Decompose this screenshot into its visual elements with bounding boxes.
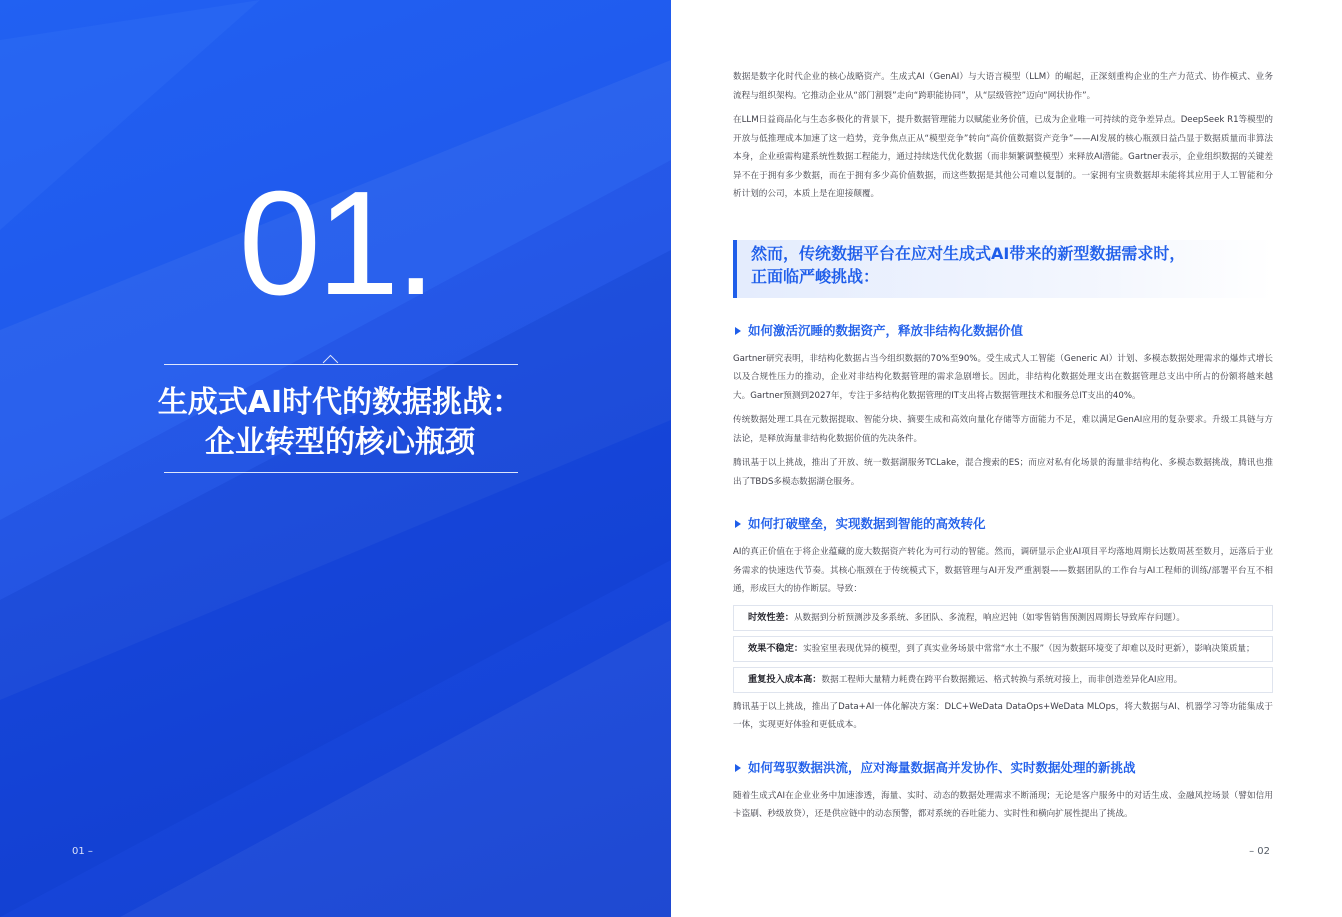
title-divider-top [164,364,518,365]
issue-text: 从数据到分析预测涉及多系统、多团队、多流程，响应迟钝（如零售销售预测因周期长导致库存问题）。 [793,612,1185,623]
issue-term: 时效性差： [748,611,794,623]
section-heading-text: 如何驾驭数据洪流，应对海量数据高并发协作、实时数据处理的新挑战 [748,759,1136,775]
issue-box-instability [733,636,1273,662]
section1-paragraph-1: Gartner研究表明，非结构化数据占当今组织数据的70%至90%。受生成式人工智能（Generic AI）计划、多模态数据处理需求的爆炸式增长以及合规性压力的推动，企业对非结构化数据管理的需求急剧增长。因此，非结构化数据处理支出在数据管理总支出中所占的份额将越来越大。Gartner预测到2027年，专注于多结构化数据管理的IT支出将占数据管理技术和服务总IT支出的40%。 [733,353,1273,401]
section1-paragraph-3: 腾讯基于以上挑战，推出了开放、统一数据湖服务TCLake，混合搜索的ES；而应对私有化场景的海量非结构化、多模态数据挑战，腾讯也推出了TBDS多模态数据湖仓服务。 [733,458,1273,487]
triangle-bullet-icon [735,327,741,335]
issue-text: 实验室里表现优异的模型，到了真实业务场景中常常“水土不服”（因为数据环境变了却难以及时更新），影响决策质量； [803,643,1255,654]
title-divider-bottom [164,472,518,473]
chapter-number: 01. [238,161,433,326]
intro-paragraph-1: 数据是数字化时代企业的核心战略资产。生成式AI（GenAI）与大语言模型（LLM）的崛起，正深刻重构企业的生产力范式、协作模式、业务流程与组织架构。它推动企业从“部门割裂”走向“跨职能协同”，从“层级管控”迈向“网状协作”。 [733,72,1273,101]
triangle-bullet-icon [735,520,741,528]
section2-paragraph: AI的真正价值在于将企业蕴藏的庞大数据资产转化为可行动的智能。然而，调研显示企业AI项目平均落地周期长达数周甚至数月，远落后于业务需求的快速迭代节奏。其核心瓶颈在于传统模式下，数据管理与AI开发严重割裂——数据团队的工作台与AI工程师的训练/部署平台互不相通，形成巨大的协作断层。导致： [733,547,1273,594]
issue-term: 效果不稳定： [748,642,804,654]
chapter-title-line2: 企业转型的核心瓶颈 [205,425,475,460]
callout-line-1: 然而，传统数据平台在应对生成式AI带来的新型数据需求时， [751,243,1186,263]
challenge-callout [733,240,1273,298]
content-column [733,68,1273,830]
section-heading-data-flood [733,759,1273,777]
issue-term: 重复投入成本高： [748,673,822,685]
section-heading-unstructured-data [733,322,1273,340]
section-heading-text: 如何打破壁垒，实现数据到智能的高效转化 [748,516,986,531]
section1-paragraph-2: 传统数据处理工具在元数据提取、智能分块、摘要生成和高效向量化存储等方面能力不足，难以满足GenAI应用的复杂要求。升级工具链与方法论，是释放海量非结构化数据价值的先决条件。 [733,415,1273,444]
section-heading-data-to-intelligence [733,515,1273,533]
section3-paragraph: 随着生成式AI在企业业务中加速渗透，海量、实时、动态的数据处理需求不断涌现；无论是客户服务中的对话生成、金融风控场景（譬如信用卡盗刷、秒级放贷），还是供应链中的动态预警，都对系统的吞吐能力、实时性和横向扩展性提出了挑战。 [733,790,1273,819]
intro-paragraph-2: 在LLM日益商品化与生态多极化的背景下，提升数据管理能力以赋能业务价值，已成为企业唯一可持续的竞争差异点。DeepSeek R1等模型的开放与低推理成本加速了这一趋势，竞争焦点正从“模型竞争”转向“高价值数据资产竞争”——AI发展的核心瓶颈日益凸显于数据质量而非算法本身，企业亟需构建系统性数据工程能力，通过持续迭代优化数据（而非频繁调整模型）来释放AI潜能。Gartner表示，企业组织数据的关键差异不在于拥有多少数据，而在于拥有多少高价值数据，而这些数据是其他公司难以复制的。一家拥有宝贵数据却未能将其应用于人工智能和分析计划的公司，本质上是在迎接颠覆。 [733,115,1273,199]
section-heading-text: 如何激活沉睡的数据资产，释放非结构化数据价值 [748,322,1024,338]
content-page [671,0,1342,917]
page-number-left: 01 – [72,846,93,857]
page-number-right: – 02 [1249,846,1270,857]
triangle-bullet-icon [735,764,741,772]
issue-box-cost [733,667,1273,693]
issue-text: 数据工程师大量精力耗费在跨平台数据搬运、格式转换与系统对接上，而非创造差异化AI应用。 [821,674,1183,685]
section2-closing-paragraph: 腾讯基于以上挑战，推出了Data+AI一体化解决方案：DLC+WeData DataOps+WeData MLOps，将大数据与AI、机器学习等功能集成于一体，实现更好体验和更低成本。 [733,701,1273,730]
chapter-title-line1: 生成式AI时代的数据挑战： [157,385,523,420]
issue-box-timeliness [733,605,1273,631]
callout-line-2: 正面临严峻挑战： [751,266,880,286]
